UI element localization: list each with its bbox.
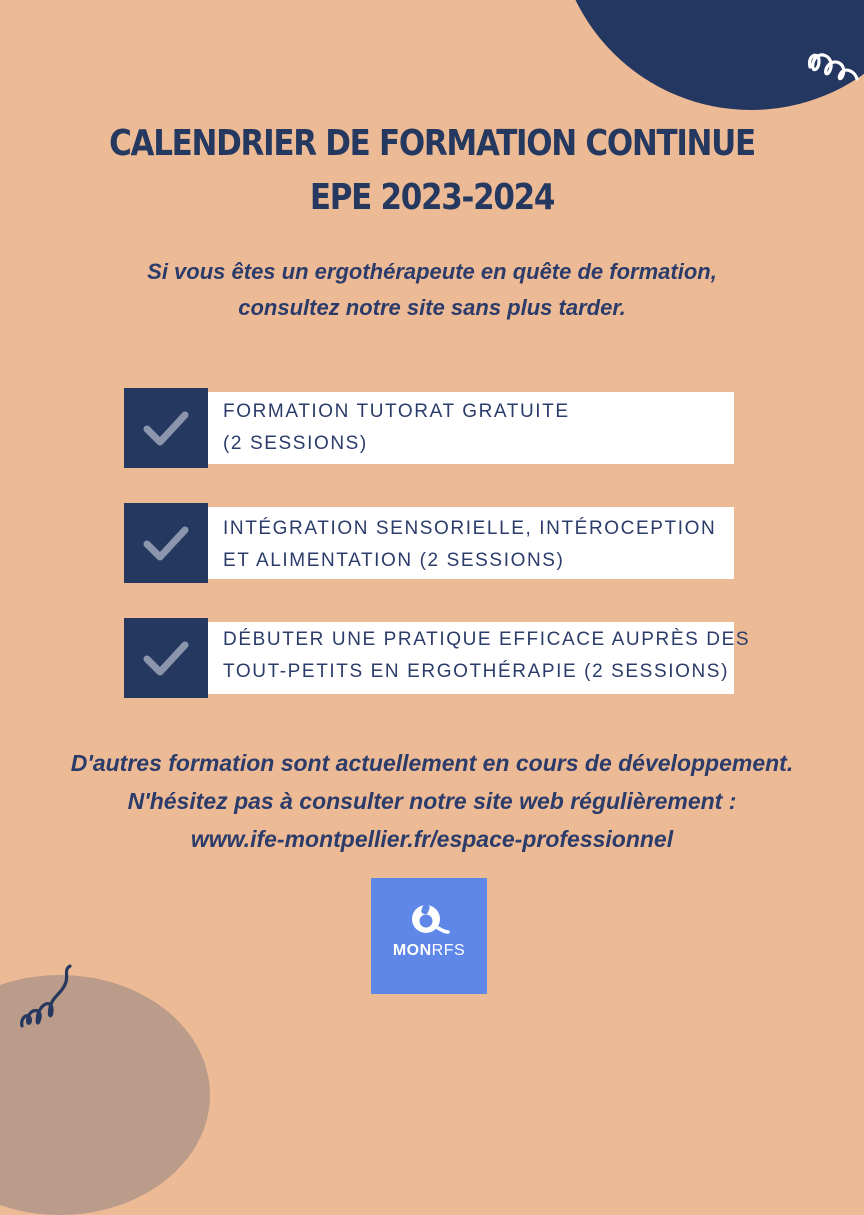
check-icon xyxy=(143,635,189,681)
monrfs-logo-icon xyxy=(408,900,450,938)
page-title xyxy=(60,117,803,225)
footer-note xyxy=(0,744,864,858)
course-item xyxy=(124,388,736,468)
course-label-line-2: ET ALIMENTATION (2 SESSIONS) xyxy=(223,550,565,571)
course-label-line-1: DÉBUTER UNE PRATIQUE EFFICACE AUPRÈS DES xyxy=(223,629,751,650)
course-label xyxy=(223,396,728,460)
course-label xyxy=(223,513,728,577)
subtitle-line-1: Si vous êtes un ergothérapeute en quête de formation, xyxy=(147,259,717,284)
footer-line-1: D'autres formation sont actuellement en cours de développement. xyxy=(70,750,794,776)
check-box xyxy=(124,388,208,468)
course-label-line-2: (2 SESSIONS) xyxy=(223,433,368,454)
title-line-1: CALENDRIER DE FORMATION CONTINUE xyxy=(109,123,755,164)
check-icon xyxy=(143,520,189,566)
website-link[interactable]: www.ife-montpellier.fr/espace-professionnel xyxy=(190,826,674,852)
course-item xyxy=(124,503,736,583)
subtitle-line-2: consultez notre site sans plus tarder. xyxy=(238,295,626,320)
course-label-line-2: TOUT-PETITS EN ERGOTHÉRAPIE (2 SESSIONS) xyxy=(223,661,730,682)
monrfs-logo xyxy=(371,878,487,994)
course-label-line-1: INTÉGRATION SENSORIELLE, INTÉROCEPTION xyxy=(223,518,717,539)
squiggle-icon xyxy=(805,45,863,89)
footer-line-2: N'hésitez pas à consulter notre site web régulièrement : xyxy=(127,788,737,814)
check-icon xyxy=(143,405,189,451)
course-label xyxy=(223,624,751,688)
check-box xyxy=(124,503,208,583)
course-label-line-1: FORMATION TUTORAT GRATUITE xyxy=(223,401,570,422)
squiggle-icon xyxy=(18,960,76,1032)
logo-wordmark xyxy=(371,942,487,960)
course-item xyxy=(124,618,751,698)
title-line-2: EPE 2023-2024 xyxy=(309,177,555,218)
check-box xyxy=(124,618,208,698)
logo-word-bold: MON xyxy=(392,942,432,959)
subtitle xyxy=(0,254,864,326)
logo-word-light: RFS xyxy=(431,942,466,959)
